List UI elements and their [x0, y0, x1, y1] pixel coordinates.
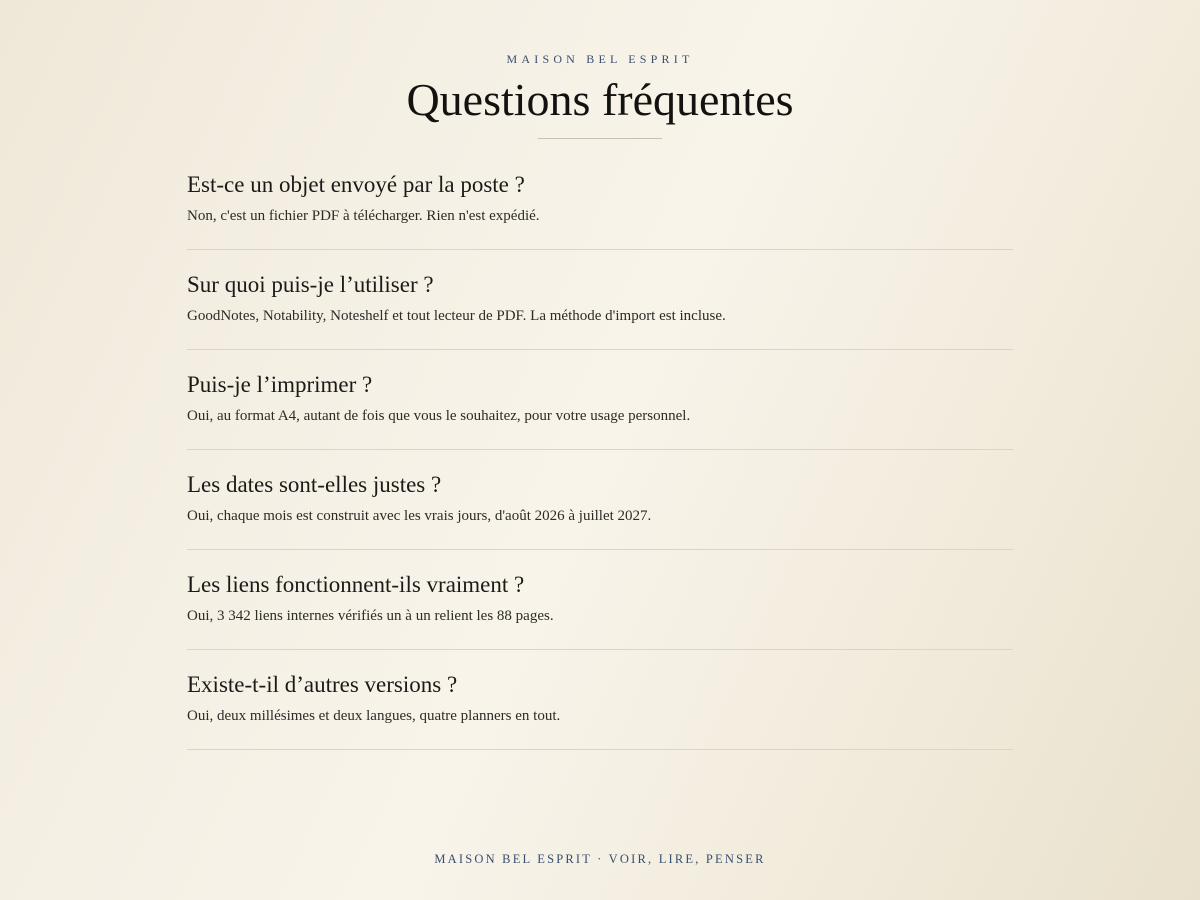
brand-label: MAISON BEL ESPRIT [506, 52, 694, 66]
faq-question: Est-ce un objet envoyé par la poste ? [187, 172, 525, 197]
faq-question: Sur quoi puis-je l’utiliser ? [187, 272, 434, 297]
faq-item-versions [187, 650, 1013, 750]
faq-answer: Oui, deux millésimes et deux langues, quatre planners en tout. [187, 708, 561, 724]
faq-item-devices [187, 250, 1013, 350]
faq-item-printing [187, 350, 1013, 450]
faq-answer: GoodNotes, Notability, Noteshelf et tout lecteur de PDF. La méthode d'import est incluse. [187, 308, 726, 324]
faq-item-postal [187, 150, 1013, 250]
faq-item-dates [187, 450, 1013, 550]
faq-question: Les dates sont-elles justes ? [187, 472, 442, 497]
faq-answer: Non, c'est un fichier PDF à télécharger. Rien n'est expédié. [187, 208, 540, 224]
faq-question: Puis-je l’imprimer ? [187, 372, 373, 397]
faq-answer: Oui, chaque mois est construit avec les vrais jours, d'août 2026 à juillet 2027. [187, 508, 652, 524]
faq-list [187, 150, 1013, 750]
faq-answer: Oui, 3 342 liens internes vérifiés un à un relient les 88 pages. [187, 608, 554, 624]
faq-question: Les liens fonctionnent-ils vraiment ? [187, 572, 525, 597]
faq-item-links [187, 550, 1013, 650]
title-divider [538, 138, 662, 139]
page-title: Questions fréquentes [406, 74, 794, 125]
faq-answer: Oui, au format A4, autant de fois que vous le souhaitez, pour votre usage personnel. [187, 408, 691, 424]
page-footer: MAISON BEL ESPRIT · VOIR, LIRE, PENSER [434, 852, 766, 866]
faq-question: Existe-t-il d’autres versions ? [187, 672, 458, 697]
